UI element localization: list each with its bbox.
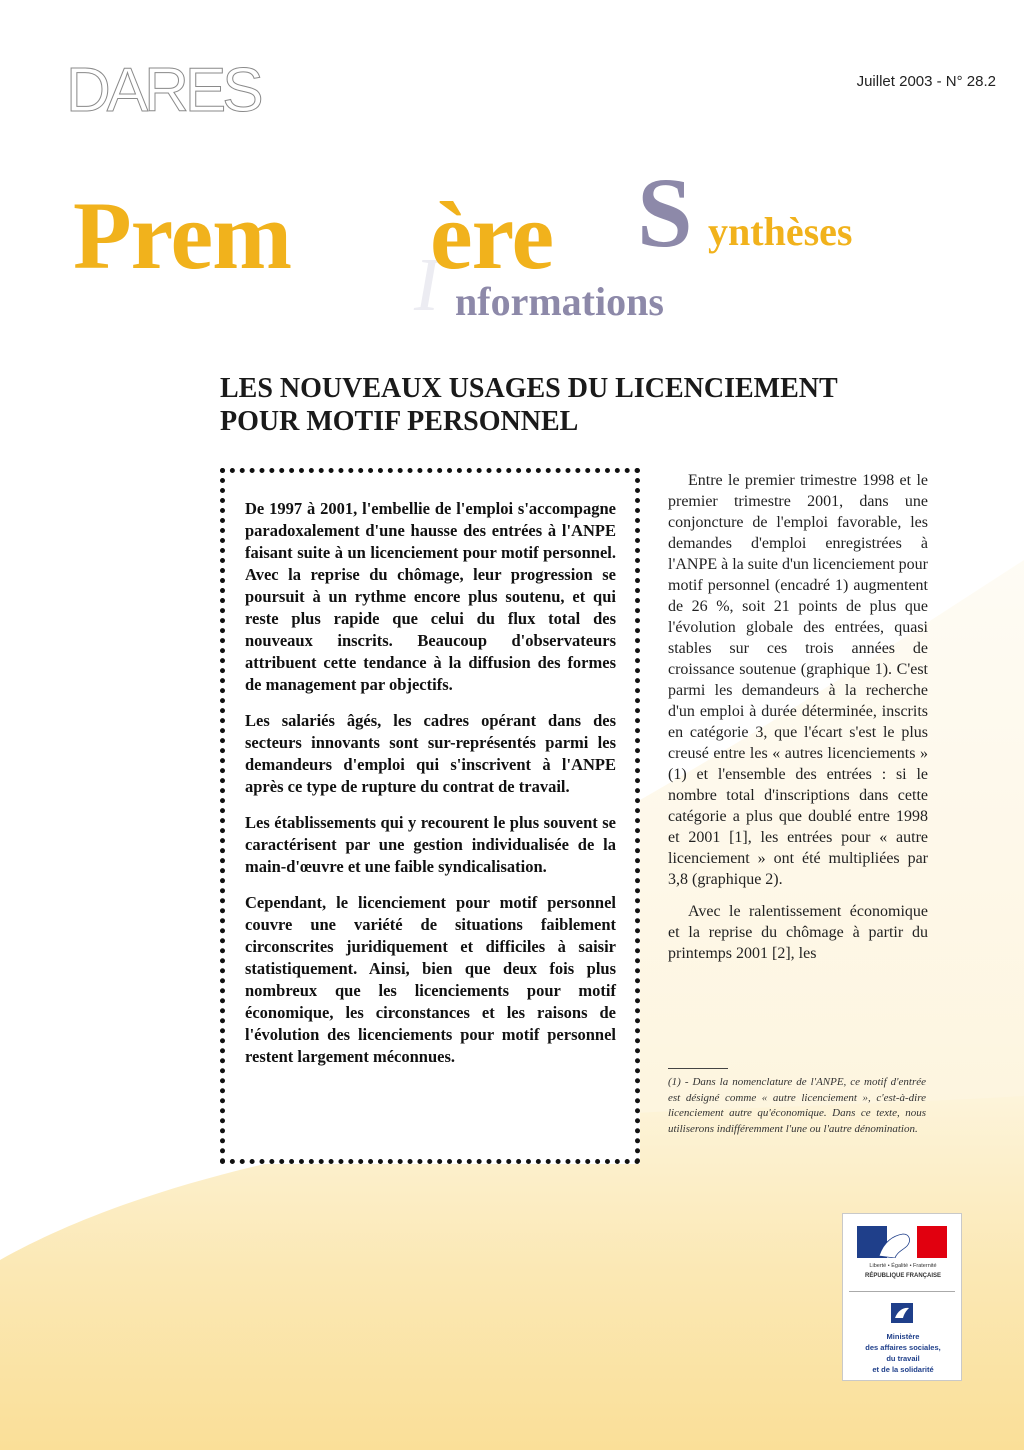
footnote-rule <box>668 1068 728 1069</box>
masthead-ynth: ynthèses <box>708 209 853 254</box>
masthead-s: S <box>637 157 693 268</box>
masthead-ere: ère <box>430 182 554 289</box>
article-title: LES NOUVEAUX USAGES DU LICENCIEMENT POUR MOTIF PERSONNEL <box>220 373 838 437</box>
dares-logo: DARES <box>66 56 260 125</box>
summary-paragraph: Cependant, le licenciement pour motif personnel couvre une variété de situations faiblement circonscrites juridiquement et difficiles à saisir statistiquement. Ainsi, bien que deux fois plus nombreux que les licenciements pour motif économique, les circonstances et les raisons de l'évolution des licenciements pour motif personnel restent largement méconnues. <box>245 893 616 1066</box>
masthead-prem: Prem <box>73 182 292 289</box>
issue-date: Juillet 2003 - N° 28.2 <box>856 73 996 90</box>
body-column <box>668 470 928 975</box>
logo-motto: Liberté • Égalité • Fraternité <box>869 1263 937 1269</box>
masthead-nform: nformations <box>455 279 664 324</box>
summary-paragraph: De 1997 à 2001, l'embellie de l'emploi s'accompagne paradoxalement d'une hausse des entrées à l'ANPE faisant suite à un licenciement pour motif personnel. Avec la reprise du chômage, leur progression se poursuit à un rythme encore plus soutenu, et qui reste plus rapide que celui du flux total des nouveaux inscrits. Beaucoup d'observateurs attribuent cette tendance à la diffusion des formes de management par objectifs. <box>245 499 616 694</box>
footnote: (1) - Dans la nomenclature de l'ANPE, ce motif d'entrée est désigné comme « autre licenciement », c'est-à-dire licenciement autre qu'économique. Dans ce texte, nous utiliserons indifféremment l'une ou l'autre dénomination. <box>668 1076 926 1135</box>
summary-paragraph: Les salariés âgés, les cadres opérant dans des secteurs innovants sont sur-représentés parmi les demandeurs d'emploi qui s'inscrivent à l'ANPE après ce type de rupture du contrat de travail. <box>245 711 616 796</box>
body-paragraph: Avec le ralentissement économique et la reprise du chômage à partir du printemps 2001 [2], les <box>668 903 928 962</box>
marianne-flag-icon <box>857 1226 947 1258</box>
logo-republic: RÉPUBLIQUE FRANÇAISE <box>864 1273 941 1279</box>
masthead-i: I <box>414 243 440 327</box>
summary-paragraph: Les établissements qui y recourent le plus souvent se caractérisent par une gestion individualisée de la main-d'œuvre et une faible syndicalisation. <box>245 813 616 876</box>
ministry-emblem-icon <box>890 1302 914 1324</box>
body-paragraph: Entre le premier trimestre 1998 et le premier trimestre 2001, dans une conjoncture de l'emploi favorable, les demandes d'emploi enregistrées à l'ANPE à la suite d'un licenciement pour motif personnel (encadré 1) augmentent de 26 %, soit 21 points de plus que l'évolution globale des entrées, quasi stables sur ces trois années de croissance soutenue (graphique 1). C'est parmi les demandeurs à la recherche d'un emploi à durée déterminée, inscrits en catégorie 3, que l'écart s'est le plus creusé entre les « autres licenciements » (1) et l'ensemble des entrées : si le nombre total d'inscriptions dans cette catégorie a plus que doublé entre 1998 et 2001 [1], les entrées pour « autre licenciement » ont été multipliées par 3,8 (graphique 2). <box>668 472 928 888</box>
logo-divider <box>849 1291 955 1292</box>
summary-box <box>220 468 640 1164</box>
ministry-logo <box>842 1213 962 1381</box>
ministry-name: Ministère des affaires sociales, du travail et de la solidarité <box>865 1332 941 1374</box>
